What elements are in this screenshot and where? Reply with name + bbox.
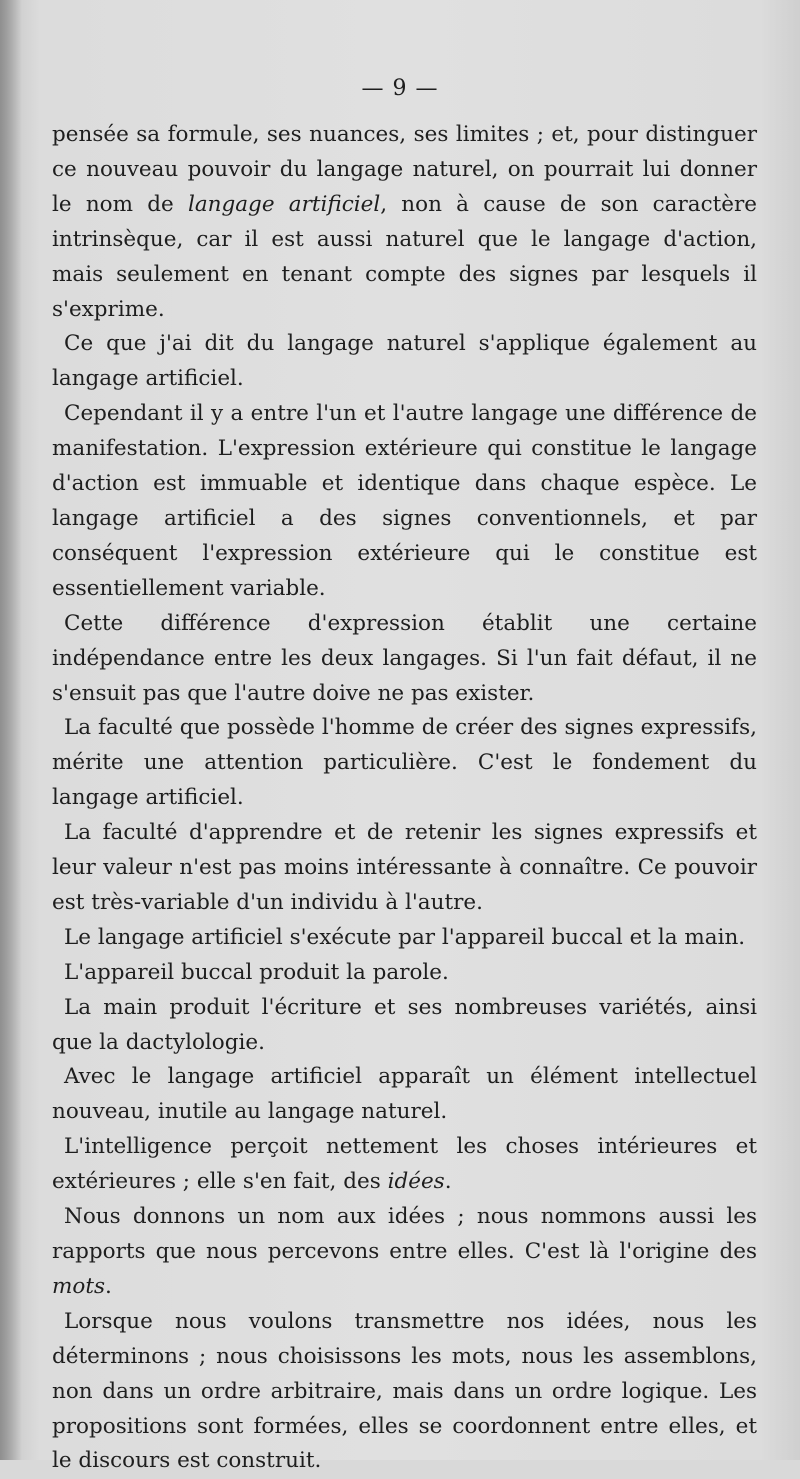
paragraph-text: Cette différence d'expression établit une certaine indépendance entre les deux langages. Si l'un fait défaut, il ne s'ensuit pas que l'autre doive ne pas exister. <box>52 610 757 706</box>
paragraph-text: Le langage artificiel s'exécute par l'appareil buccal et la main. <box>64 924 746 950</box>
paragraph-text: Nous donnons un nom aux idées ; nous nommons aussi les rapports que nous percevons entre elles. C'est là l'origine des <box>52 1204 757 1264</box>
paragraph-text: . <box>444 1169 452 1195</box>
paragraph <box>52 1130 757 1200</box>
paragraph <box>52 327 757 397</box>
paragraph-text: La faculté d'apprendre et de retenir les signes expressifs et leur valeur n'est pas moins intéressante à connaître. Ce pouvoir est très-variable d'un individu à l'autre. <box>52 820 757 915</box>
paragraph <box>52 397 757 606</box>
paragraph-text: . <box>105 1273 112 1299</box>
paragraph <box>52 1060 757 1130</box>
paragraph <box>52 956 757 991</box>
binding-shadow <box>0 0 22 1460</box>
emphasis-text: idées <box>387 1169 445 1195</box>
body-text <box>52 118 757 1479</box>
paragraph-text: L'appareil buccal produit la parole. <box>64 959 449 985</box>
paragraph <box>52 607 757 712</box>
paragraph-text: Cependant il y a entre l'un et l'autre langage une différence de manifestation. L'expression extérieure qui constitue le langage d'action est immuable et identique dans chaque espèce. Le langage artificiel a des signes conventionnels, et par conséquent l'expression extérieure qui le constitue est essentiellement variable. <box>52 401 757 601</box>
paragraph <box>52 711 757 816</box>
paragraph-text: L'intelligence perçoit nettement les choses intérieures et extérieures ; elle s'en fait, des <box>52 1134 757 1195</box>
paragraph <box>52 1200 757 1305</box>
emphasis-text: langage artificiel <box>187 191 381 217</box>
paragraph-text: , non à cause de son caractère intrinsèque, car il est aussi naturel que le langage d'action, mais seulement en tenant compte des signes par lesquels il s'exprime. <box>52 191 757 322</box>
paragraph-text: Ce que j'ai dit du langage naturel s'applique également au langage artificiel. <box>52 331 757 392</box>
page-number: — 9 — <box>361 76 439 101</box>
paragraph-text: La main produit l'écriture et ses nombreuses variétés, ainsi que la dactylologie. <box>52 994 757 1055</box>
paragraph-text: La faculté que possède l'homme de créer des signes expressifs, mérite une attention particulière. C'est le fondement du langage artificiel. <box>52 715 757 811</box>
paragraph <box>52 991 757 1061</box>
paragraph-text: pensée sa formule, ses nuances, ses limites ; et, pour distinguer ce nouveau pouvoir du langage naturel, on pourrait lui donner le nom de <box>52 122 757 217</box>
paragraph <box>52 816 757 921</box>
paragraph-text: Avec le langage artificiel apparaît un élément intellectuel nouveau, inutile au langage naturel. <box>52 1064 757 1125</box>
paragraph <box>52 921 757 956</box>
paragraph <box>52 1305 757 1479</box>
paragraph <box>52 118 757 327</box>
emphasis-text: mots <box>52 1273 106 1299</box>
paragraph-text: Lorsque nous voulons transmettre nos idées, nous les déterminons ; nous choisissons les mots, nous les assemblons, non dans un ordre arbitraire, mais dans un ordre logique. Les propositions sont formées, elles se coordonnent entre elles, et le discours est construit. <box>52 1308 757 1474</box>
